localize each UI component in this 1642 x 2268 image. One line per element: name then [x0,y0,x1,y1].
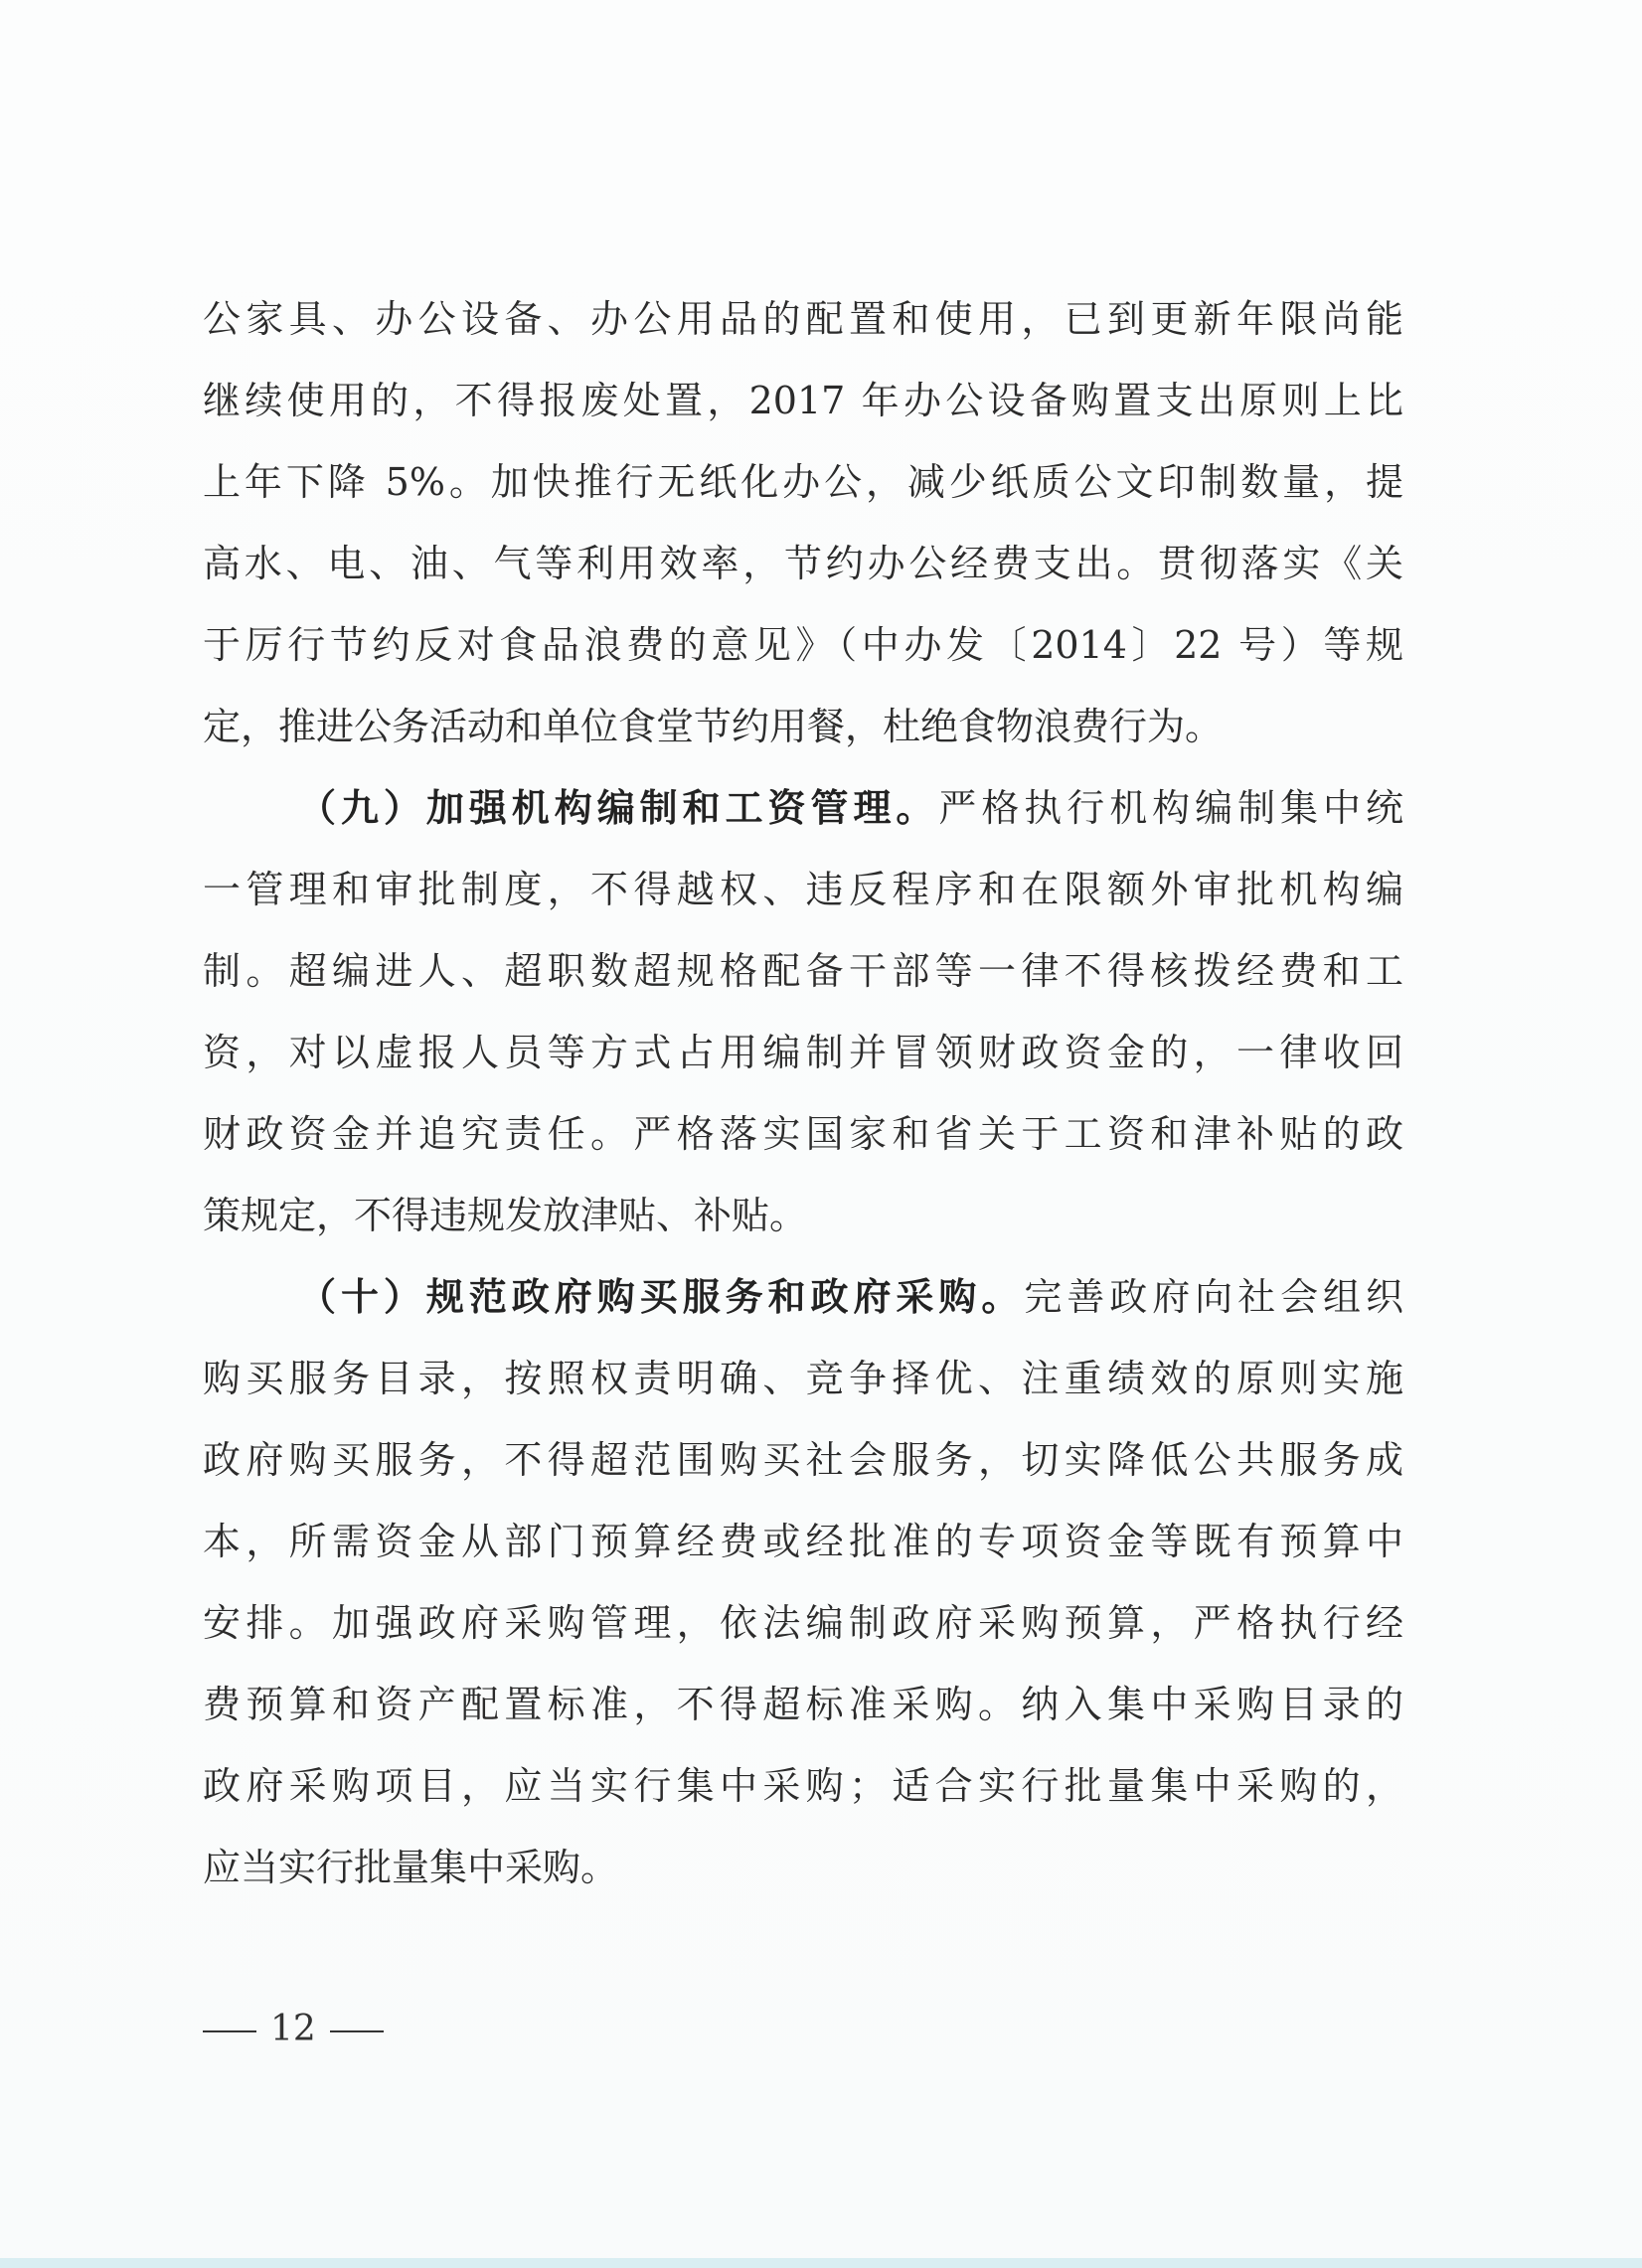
paragraph-procurement [203,1264,1403,1916]
text-line: 政府采购项目，应当实行集中采购；适合实行批量集中采购的， [203,1764,1403,1808]
text-line: 公家具、办公设备、办公用品的配置和使用，已到更新年限尚能 [203,297,1403,341]
scan-edge-strip [0,2258,1642,2268]
text-line: 本，所需资金从部门预算经费或经批准的专项资金等既有预算中 [203,1520,1403,1563]
text-line: 应当实行批量集中采购。 [203,1846,619,1889]
text-line: 于厉行节约反对食品浪费的意见》（中办发〔2014〕22 号）等规 [203,623,1403,667]
text-line: 购买服务目录，按照权责明确、竞争择优、注重绩效的原则实施 [203,1357,1403,1400]
paragraph-staffing-and-wages [203,775,1403,1264]
text-line: 政府购买服务，不得超范围购买社会服务，切实降低公共服务成 [203,1438,1403,1482]
page-number: 12 [270,2009,316,2049]
footer-dash-left [203,2030,256,2032]
text-line: 继续使用的，不得报废处置，2017 年办公设备购置支出原则上比 [203,379,1403,422]
text-line: 高水、电、油、气等利用效率，节约办公经费支出。贯彻落实《关 [203,542,1403,585]
text-line: 费预算和资产配置标准，不得超标准采购。纳入集中采购目录的 [203,1683,1403,1726]
text-run: 完善政府向社会组织 [1024,1275,1403,1319]
text-line: 策规定，不得违规发放津贴、补贴。 [203,1194,808,1237]
text-line: 定，推进公务活动和单位食堂节约用餐，杜绝食物浪费行为。 [203,705,1224,748]
paragraph-office-expenses [203,286,1403,775]
section-heading-10: （十）规范政府购买服务和政府采购。 [298,1274,1025,1319]
text-run: 严格执行机构编制集中统 [938,786,1403,830]
document-body [203,286,1403,1916]
page-footer [189,2008,398,2051]
text-line [203,775,1403,857]
text-line: 制。超编进人、超职数超规格配备干部等一律不得核拨经费和工 [203,949,1403,993]
section-heading-9: （九）加强机构编制和工资管理。 [298,785,939,830]
text-line: 资，对以虚报人员等方式占用编制并冒领财政资金的，一律收回 [203,1031,1403,1074]
text-line: 财政资金并追究责任。严格落实国家和省关于工资和津补贴的政 [203,1112,1403,1156]
text-line: 上年下降 5%。加快推行无纸化办公，减少纸质公文印制数量，提 [203,460,1403,504]
text-line [203,1264,1403,1346]
footer-dash-right [330,2030,384,2032]
text-line: 一管理和审批制度，不得越权、违反程序和在限额外审批机构编 [203,868,1403,911]
text-line: 安排。加强政府采购管理，依法编制政府采购预算，严格执行经 [203,1601,1403,1645]
